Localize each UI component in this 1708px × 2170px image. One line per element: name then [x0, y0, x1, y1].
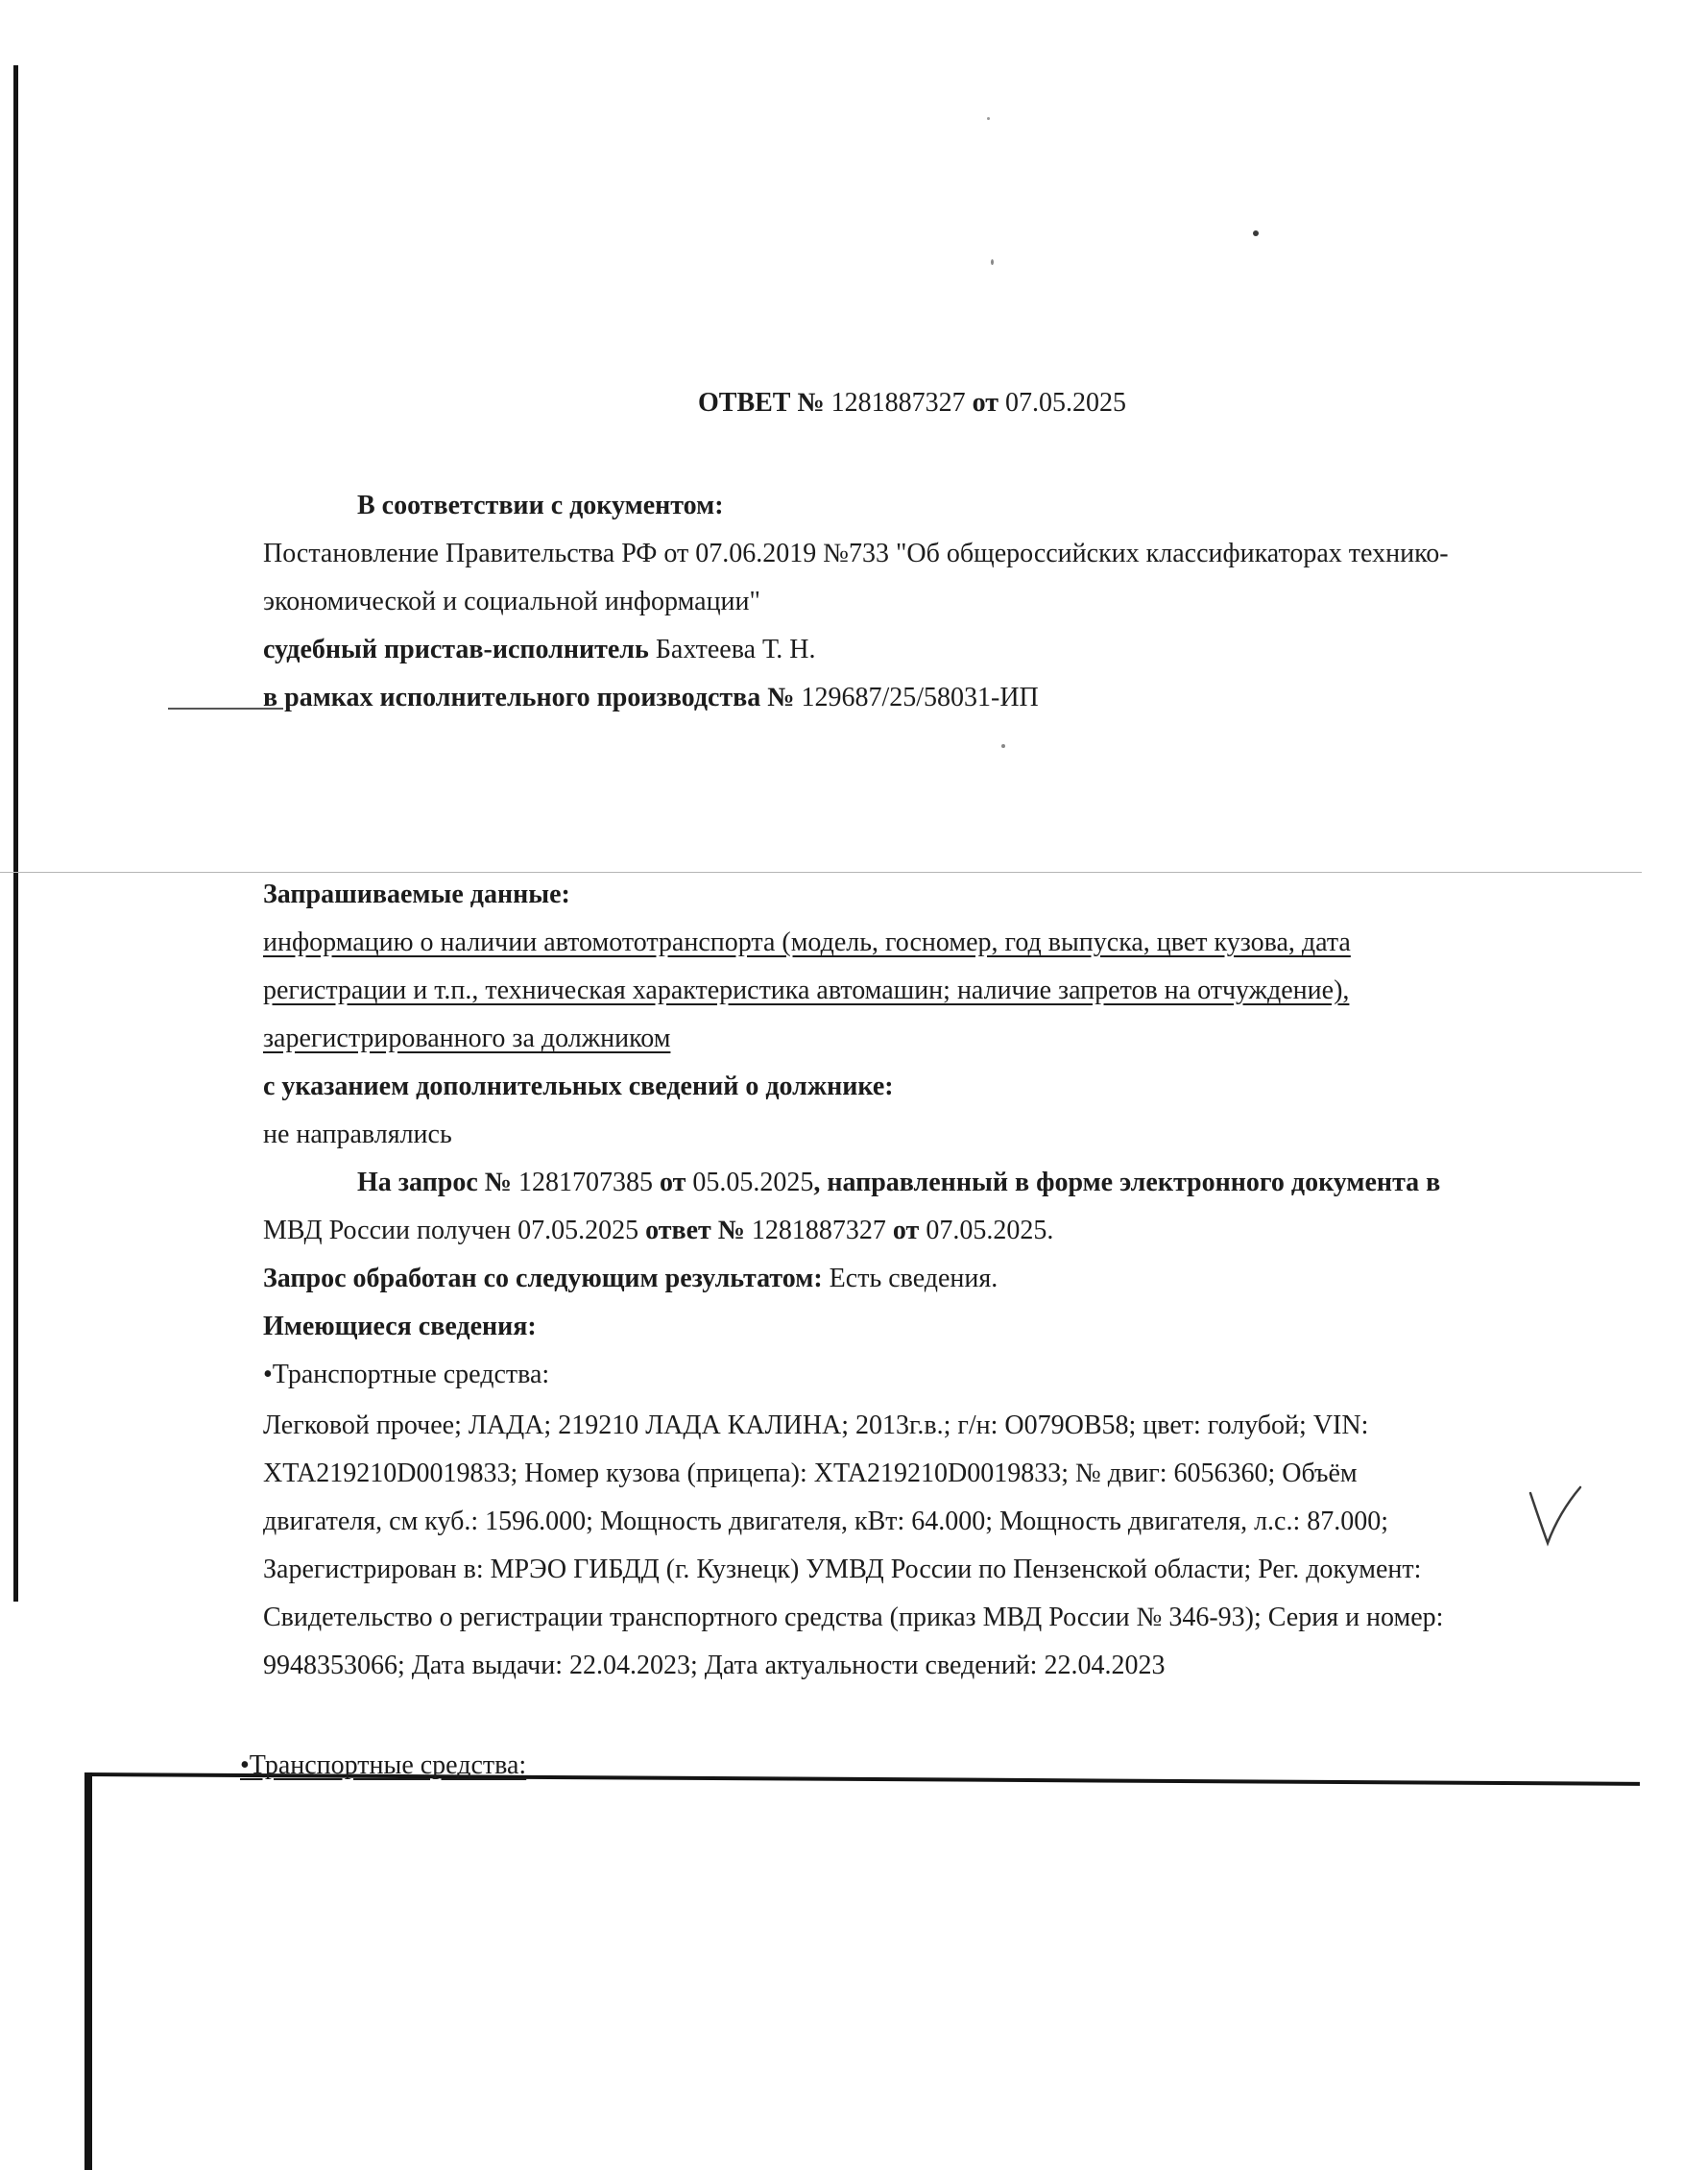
proceeding-label: в рамках исполнительного производства № — [263, 683, 795, 712]
request-date: 05.05.2025 — [692, 1168, 814, 1197]
proceeding-number: 129687/25/58031-ИП — [801, 683, 1039, 712]
request-number: 1281707385 — [517, 1168, 653, 1197]
request-prefix: На запрос № — [357, 1168, 512, 1197]
requested-line2: регистрации и т.п., техническая характеристика автомашин; наличие запретов на отчуждение), — [263, 976, 1350, 1005]
request-received-date: 07.05.2025 — [517, 1216, 639, 1245]
vehicle-line-6: 9948353066; Дата выдачи: 22.04.2023; Дата актуальности сведений: 22.04.2023 — [263, 1651, 1166, 1680]
vehicle-line-5: Свидетельство о регистрации транспортного средства (приказ МВД России № 346-93); Серия и номер: — [263, 1603, 1444, 1632]
vehicle-title-1: •Транспортные средства: — [263, 1360, 550, 1389]
request-from: от — [659, 1168, 686, 1197]
extra-heading: с указанием дополнительных сведений о должнике: — [263, 1072, 894, 1101]
request-sent: , направленный в форме электронного документа в — [813, 1168, 1441, 1197]
vehicle-line-4: Зарегистрирован в: МРЭО ГИБДД (г. Кузнецк) УМВД России по Пензенской области; Рег. документ: — [263, 1555, 1422, 1584]
proceeding-line — [263, 682, 1039, 714]
request-org — [263, 1216, 511, 1245]
result-line — [263, 1263, 998, 1295]
officer-line — [263, 634, 816, 666]
request-answer-date: 07.05.2025. — [926, 1216, 1054, 1245]
handwritten-checkmark-icon — [1527, 1483, 1584, 1551]
result-label: Запрос обработан со следующим результатом: — [263, 1264, 823, 1293]
request-line1 — [357, 1167, 1440, 1199]
request-org-text: МВД России получен — [263, 1216, 512, 1245]
title-date: 07.05.2025 — [1005, 388, 1126, 418]
vehicle-title-2: •Транспортные средства: — [240, 1750, 527, 1780]
vehicle-line-3: двигателя, см куб.: 1596.000; Мощность двигателя, кВт: 64.000; Мощность двигателя, л.с.: 87.000; — [263, 1507, 1389, 1536]
scan-mid-line — [0, 872, 1642, 873]
scan-speck — [1253, 230, 1259, 236]
requested-heading: Запрашиваемые данные: — [263, 880, 570, 909]
available-heading: Имеющиеся сведения: — [263, 1312, 537, 1341]
document-title — [0, 388, 1708, 419]
scan-speck — [1001, 744, 1005, 748]
requested-line1: информацию о наличии автомототранспорта (модель, госномер, год выпуска, цвет кузова, дата — [263, 928, 1351, 957]
basis-doc-line1: Постановление Правительства РФ от 07.06.2019 №733 "Об общероссийских классификаторах технико- — [263, 539, 1449, 568]
result-value: Есть сведения. — [829, 1264, 998, 1293]
vehicle-line-2: XTA219210D0019833; Номер кузова (прицепа): XTA219210D0019833; № двиг: 6056360; Объём — [263, 1459, 1358, 1488]
vehicle-line-1: Легковой прочее; ЛАДА; 219210 ЛАДА КАЛИНА; 2013г.в.; г/н: О079ОВ58; цвет: голубой; VIN: — [263, 1410, 1369, 1440]
request-answer-number: 1281887327 — [751, 1216, 886, 1245]
extra-value: не направлялись — [263, 1120, 452, 1149]
request-answer-from: от — [892, 1216, 920, 1245]
title-number: 1281887327 — [830, 388, 966, 418]
request-line2 — [263, 1215, 1053, 1247]
officer-name: Бахтеева Т. Н. — [655, 635, 816, 664]
officer-label: судебный пристав-исполнитель — [263, 635, 649, 664]
scan-left-edge — [13, 65, 18, 1602]
scan-speck — [991, 259, 994, 265]
scan-speck — [987, 117, 990, 120]
scan-bottom-left-edge — [84, 1772, 92, 2170]
title-prefix: ОТВЕТ № — [697, 388, 825, 418]
basis-heading: В соответствии с документом: — [357, 491, 724, 520]
request-answer-label: ответ № — [645, 1216, 745, 1245]
title-mid: от — [972, 388, 998, 418]
basis-doc-line2: экономической и социальной информации" — [263, 587, 760, 616]
requested-line3: зарегистрированного за должником — [263, 1024, 671, 1053]
